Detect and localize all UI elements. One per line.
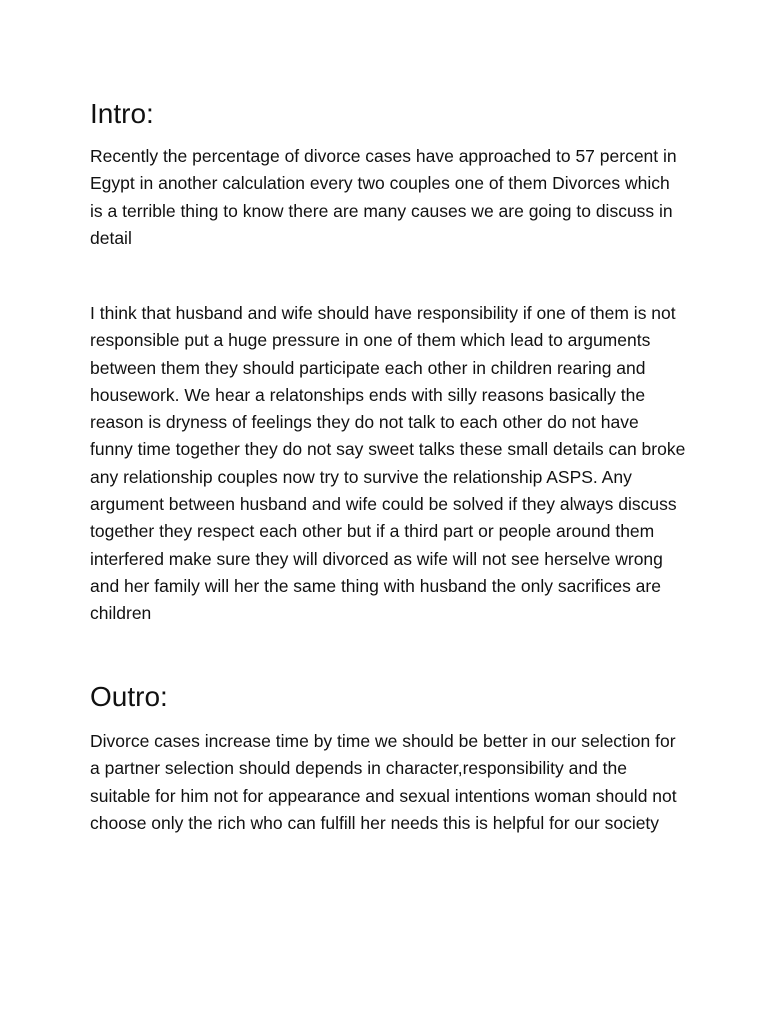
outro-heading: Outro: <box>90 681 168 712</box>
outro-paragraph: Divorce cases increase time by time we should be better in our selection for a partner selection should depends in character,responsibility and the suitable for him not for appearance and sexual intentions woman should not choose only the rich who can fulfill her needs this is helpful for our society <box>90 731 677 833</box>
intro-heading: Intro: <box>90 98 154 129</box>
body-paragraph: I think that husband and wife should have responsibility if one of them is not responsible put a huge pressure in one of them which lead to arguments between them they should participate each other in children rearing and housework. We hear a relatonships ends with silly reasons basically the reason is dryness of feelings they do not talk to each other do not have funny time together they do not say sweet talks these small details can broke any relationship couples now try to survive the relationship ASPS. Any argument between husband and wife could be solved if they always discuss together they respect each other but if a third part or people around them interfered make sure they will divorced as wife will not see herselve wrong and her family will her the same thing with husband the only sacrifices are children <box>90 303 686 624</box>
intro-paragraph: Recently the percentage of divorce cases have approached to 57 percent in Egypt in another calculation every two couples one of them Divorces which is a terrible thing to know there are many causes we are going to discuss in detail <box>90 146 677 248</box>
